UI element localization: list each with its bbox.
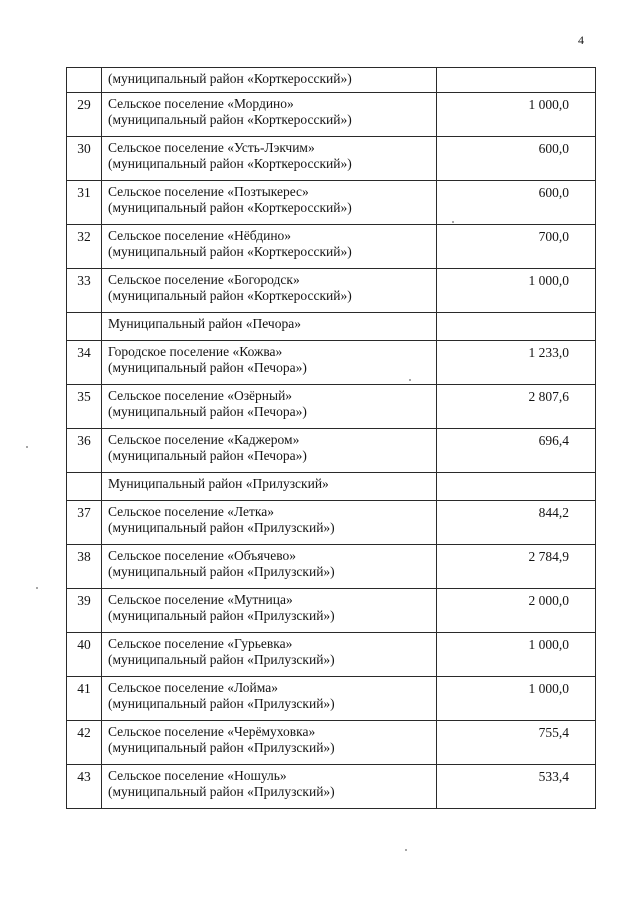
row-number: 29 bbox=[67, 93, 102, 137]
settlement-cell bbox=[102, 341, 437, 385]
amount-cell: 600,0 bbox=[437, 137, 596, 181]
settlement-name: Сельское поселение «Черёмуховка» bbox=[108, 724, 316, 739]
settlement-cell bbox=[102, 313, 437, 341]
scan-speck bbox=[36, 587, 38, 589]
row-number bbox=[67, 473, 102, 501]
row-number: 38 bbox=[67, 545, 102, 589]
amount-cell: 755,4 bbox=[437, 721, 596, 765]
amount-cell bbox=[437, 313, 596, 341]
allocation-table bbox=[66, 67, 596, 809]
table-row bbox=[67, 137, 596, 181]
table-body bbox=[67, 68, 596, 809]
district-label: (муниципальный район «Прилузский») bbox=[108, 740, 335, 755]
settlement-name: Сельское поселение «Усть-Лэкчим» bbox=[108, 140, 315, 155]
settlement-cell bbox=[102, 429, 437, 473]
table-row bbox=[67, 721, 596, 765]
amount-cell: 2 807,6 bbox=[437, 385, 596, 429]
settlement-cell bbox=[102, 501, 437, 545]
district-label: (муниципальный район «Прилузский») bbox=[108, 696, 335, 711]
table-row bbox=[67, 385, 596, 429]
page-number: 4 bbox=[578, 33, 584, 47]
settlement-cell bbox=[102, 68, 437, 93]
row-number bbox=[67, 313, 102, 341]
table-row bbox=[67, 269, 596, 313]
settlement-cell bbox=[102, 545, 437, 589]
settlement-cell bbox=[102, 181, 437, 225]
table-row bbox=[67, 429, 596, 473]
amount-cell bbox=[437, 68, 596, 93]
district-label: (муниципальный район «Прилузский») bbox=[108, 608, 335, 623]
settlement-cell bbox=[102, 721, 437, 765]
table-row bbox=[67, 501, 596, 545]
settlement-name: Сельское поселение «Озёрный» bbox=[108, 388, 293, 403]
table-row bbox=[67, 765, 596, 809]
row-number: 39 bbox=[67, 589, 102, 633]
settlement-name: Сельское поселение «Летка» bbox=[108, 504, 275, 519]
settlement-cell bbox=[102, 225, 437, 269]
settlement-name: Сельское поселение «Богородск» bbox=[108, 272, 300, 287]
table-row bbox=[67, 341, 596, 385]
table-row bbox=[67, 225, 596, 269]
amount-cell: 844,2 bbox=[437, 501, 596, 545]
row-number: 37 bbox=[67, 501, 102, 545]
amount-cell: 1 000,0 bbox=[437, 269, 596, 313]
district-label: (муниципальный район «Прилузский») bbox=[108, 520, 335, 535]
row-number: 41 bbox=[67, 677, 102, 721]
district-label: (муниципальный район «Корткеросский») bbox=[108, 112, 352, 127]
district-label: (муниципальный район «Прилузский») bbox=[108, 564, 335, 579]
district-label: (муниципальный район «Печора») bbox=[108, 404, 307, 419]
amount-cell: 696,4 bbox=[437, 429, 596, 473]
district-name: Муниципальный район «Прилузский» bbox=[108, 476, 329, 491]
district-label: (муниципальный район «Прилузский») bbox=[108, 652, 335, 667]
row-number: 35 bbox=[67, 385, 102, 429]
amount-cell: 1 000,0 bbox=[437, 633, 596, 677]
district-name: Муниципальный район «Печора» bbox=[108, 316, 301, 331]
settlement-cell bbox=[102, 385, 437, 429]
settlement-cell bbox=[102, 633, 437, 677]
row-number: 40 bbox=[67, 633, 102, 677]
amount-cell: 1 000,0 bbox=[437, 677, 596, 721]
settlement-cell bbox=[102, 137, 437, 181]
settlement-cell bbox=[102, 677, 437, 721]
amount-cell bbox=[437, 473, 596, 501]
table-row bbox=[67, 545, 596, 589]
amount-cell: 1 233,0 bbox=[437, 341, 596, 385]
amount-cell: 533,4 bbox=[437, 765, 596, 809]
district-label: (муниципальный район «Печора») bbox=[108, 360, 307, 375]
row-number: 31 bbox=[67, 181, 102, 225]
row-number bbox=[67, 68, 102, 93]
settlement-name: Сельское поселение «Позтыкерес» bbox=[108, 184, 309, 199]
table-row bbox=[67, 93, 596, 137]
district-label: (муниципальный район «Печора») bbox=[108, 448, 307, 463]
settlement-name: Сельское поселение «Гурьевка» bbox=[108, 636, 293, 651]
scan-speck bbox=[405, 849, 407, 851]
table-row bbox=[67, 68, 596, 93]
settlement-name: Сельское поселение «Мордино» bbox=[108, 96, 294, 111]
scan-speck bbox=[26, 446, 28, 448]
table-row bbox=[67, 633, 596, 677]
table-row bbox=[67, 181, 596, 225]
district-label: (муниципальный район «Корткеросский») bbox=[108, 200, 352, 215]
settlement-cell bbox=[102, 269, 437, 313]
amount-cell: 600,0 bbox=[437, 181, 596, 225]
table-row bbox=[67, 589, 596, 633]
table-row bbox=[67, 677, 596, 721]
district-label: (муниципальный район «Корткеросский») bbox=[108, 156, 352, 171]
settlement-cell bbox=[102, 765, 437, 809]
settlement-cell bbox=[102, 589, 437, 633]
amount-cell: 700,0 bbox=[437, 225, 596, 269]
row-number: 34 bbox=[67, 341, 102, 385]
settlement-name: Городское поселение «Кожва» bbox=[108, 344, 283, 359]
amount-cell: 2 000,0 bbox=[437, 589, 596, 633]
row-number: 32 bbox=[67, 225, 102, 269]
district-label: (муниципальный район «Прилузский») bbox=[108, 784, 335, 799]
district-header-row bbox=[67, 313, 596, 341]
district-label: (муниципальный район «Корткеросский») bbox=[108, 288, 352, 303]
district-label: (муниципальный район «Корткеросский») bbox=[108, 244, 352, 259]
row-number: 30 bbox=[67, 137, 102, 181]
settlement-name: Сельское поселение «Нёбдино» bbox=[108, 228, 292, 243]
amount-cell: 1 000,0 bbox=[437, 93, 596, 137]
settlement-name: Сельское поселение «Объячево» bbox=[108, 548, 296, 563]
settlement-name: Сельское поселение «Лойма» bbox=[108, 680, 278, 695]
row-number: 36 bbox=[67, 429, 102, 473]
settlement-name: Сельское поселение «Каджером» bbox=[108, 432, 300, 447]
settlement-cell bbox=[102, 473, 437, 501]
settlement-cell bbox=[102, 93, 437, 137]
amount-cell: 2 784,9 bbox=[437, 545, 596, 589]
settlement-name: Сельское поселение «Ношуль» bbox=[108, 768, 287, 783]
district-header-row bbox=[67, 473, 596, 501]
row-number: 33 bbox=[67, 269, 102, 313]
district-label: (муниципальный район «Корткеросский») bbox=[108, 71, 352, 86]
settlement-name: Сельское поселение «Мутница» bbox=[108, 592, 293, 607]
scan-speck bbox=[409, 379, 411, 381]
row-number: 42 bbox=[67, 721, 102, 765]
row-number: 43 bbox=[67, 765, 102, 809]
scan-speck bbox=[452, 221, 454, 223]
